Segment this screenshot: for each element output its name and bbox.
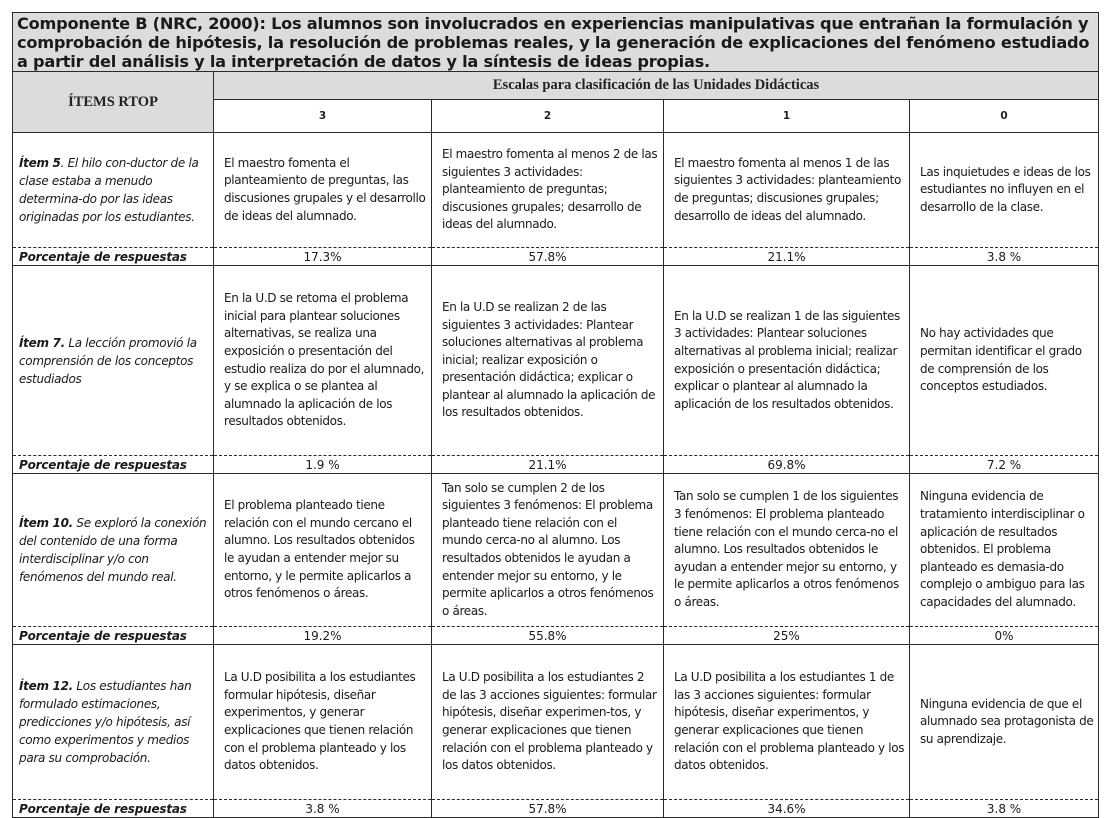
item-row-5	[13, 133, 1099, 248]
percentage-scale-3: 17.3%	[214, 248, 432, 266]
percentage-scale-0: 7.2 %	[910, 456, 1099, 474]
descriptor-scale-3: El problema planteado tiene relación con el mundo cercano el alumno. Los resultados obtenidos le ayudan a entender mejor su entorno, y le permite aplicarlos a otros fenómenos o áreas.	[214, 474, 432, 627]
item-text: Los estudiantes han formulado estimaciones, predicciones y/o hipótesis, así como experimentos y medios para su comprobación.	[19, 679, 192, 765]
descriptor-scale-2: En la U.D se realizan 2 de las siguientes 3 actividades: Plantear soluciones alternativas al problema inicial; realizar exposición o presentación didáctica; explicar o plantear al alumnado la aplicación de los resultados obtenidos.	[432, 266, 664, 456]
item-text: La lección promovió la comprensión de los conceptos estudiados	[19, 335, 197, 386]
percentage-label: Porcentaje de respuestas	[13, 456, 214, 474]
item-row-12	[13, 645, 1099, 800]
item-title: Ítem 7.	[19, 335, 65, 350]
percentage-label: Porcentaje de respuestas	[13, 248, 214, 266]
percentage-scale-2: 57.8%	[432, 248, 664, 266]
item-description	[13, 474, 214, 627]
percentage-row-10	[13, 627, 1099, 645]
percentage-scale-3: 19.2%	[214, 627, 432, 645]
percentage-label: Porcentaje de respuestas	[13, 800, 214, 818]
item-text: Se exploró la conexión del contenido de una forma interdisciplinar y/o con fenómenos del mundo real.	[19, 516, 207, 584]
descriptor-scale-1: El maestro fomenta al menos 1 de las siguientes 3 actividades: planteamiento de preguntas; discusiones grupales; desarrollo de ideas del alumnado.	[664, 133, 910, 248]
percentage-label: Porcentaje de respuestas	[13, 627, 214, 645]
scale-header-0: 0	[910, 100, 1099, 133]
item-row-7	[13, 266, 1099, 456]
descriptor-scale-3: El maestro fomenta el planteamiento de preguntas, las discusiones grupales y el desarrollo de ideas del alumnado.	[214, 133, 432, 248]
descriptor-scale-2: La U.D posibilita a los estudiantes 2 de las 3 acciones siguientes: formular hipótesis, diseñar experimen-tos, y generar explicaciones que tienen relación con el problema planteado y los datos obtenidos.	[432, 645, 664, 800]
descriptor-scale-2: Tan solo se cumplen 2 de los siguientes 3 fenómenos: El problema planteado tiene relación con el mundo cerca-no al alumno. Los resultados obtenidos le ayudan a entender mejor su entorno, y le permite aplicarlos a otros fenómenos o áreas.	[432, 474, 664, 627]
descriptor-scale-0: No hay actividades que permitan identificar el grado de comprensión de los conceptos estudiados.	[910, 266, 1099, 456]
percentage-scale-1: 69.8%	[664, 456, 910, 474]
descriptor-scale-2: El maestro fomenta al menos 2 de las siguientes 3 actividades: planteamiento de preguntas; discusiones grupales; desarrollo de ideas del alumnado.	[432, 133, 664, 248]
scale-header-3: 3	[214, 100, 432, 133]
descriptor-scale-1: En la U.D se realizan 1 de las siguientes 3 actividades: Plantear soluciones alternativas al problema inicial; realizar exposición o presentación didáctica; explicar o plantear al alumnado la aplicación de los resultados obtenidos.	[664, 266, 910, 456]
percentage-scale-0: 0%	[910, 627, 1099, 645]
descriptor-scale-3: En la U.D se retoma el problema inicial para plantear soluciones alternativas, se realiza una exposición o presentación del estudio realiza do por el alumnado, y se explica o se plantea al alumnado la aplicación de los resultados obtenidos.	[214, 266, 432, 456]
item-title: Ítem 12.	[19, 679, 73, 693]
descriptor-scale-0: Ninguna evidencia de tratamiento interdisciplinar o aplicación de resultados obtenidos. El problema planteado es demasia-do complejo o ambiguo para las capacidades del alumnado.	[910, 474, 1099, 627]
percentage-row-5	[13, 248, 1099, 266]
component-title: Componente B (NRC, 2000): Los alumnos son involucrados en experiencias manipulativas que entrañan la formulación y comprobación de hipótesis, la resolución de problemas reales, y la generación de explicaciones del fenómeno estudiado a partir del análisis y la interpretación de datos y la síntesis de ideas propias.	[13, 13, 1099, 72]
item-description	[13, 645, 214, 800]
percentage-scale-2: 57.8%	[432, 800, 664, 818]
item-title: Ítem 5	[19, 156, 61, 170]
descriptor-scale-3: La U.D posibilita a los estudiantes formular hipótesis, diseñar experimentos, y generar explicaciones que tienen relación con el problema planteado y los datos obtenidos.	[214, 645, 432, 800]
item-row-10	[13, 474, 1099, 627]
item-title: Ítem 10.	[19, 516, 73, 530]
percentage-scale-0: 3.8 %	[910, 248, 1099, 266]
percentage-scale-2: 21.1%	[432, 456, 664, 474]
scale-header-1: 1	[664, 100, 910, 133]
percentage-scale-3: 1.9 %	[214, 456, 432, 474]
descriptor-scale-1: La U.D posibilita a los estudiantes 1 de las 3 acciones siguientes: formular hipótesis, diseñar experimentos, y generar explicaciones que tienen relación con el problema planteado y los datos obtenidos.	[664, 645, 910, 800]
percentage-scale-3: 3.8 %	[214, 800, 432, 818]
percentage-scale-0: 3.8 %	[910, 800, 1099, 818]
items-rtop-header: ÍTEMS RTOP	[13, 72, 214, 133]
scale-header-2: 2	[432, 100, 664, 133]
descriptor-scale-0: Las inquietudes e ideas de los estudiantes no influyen en el desarrollo de la clase.	[910, 133, 1099, 248]
scales-header: Escalas para clasificación de las Unidades Didácticas	[214, 72, 1099, 100]
descriptor-scale-1: Tan solo se cumplen 1 de los siguientes 3 fenómenos: El problema planteado tiene relación con el mundo cerca-no el alumno. Los resultados obtenidos le ayudan a entender mejor su entorno, y le permite aplicarlos a otros fenómenos o áreas.	[664, 474, 910, 627]
percentage-scale-2: 55.8%	[432, 627, 664, 645]
rubric-document	[12, 12, 1098, 818]
item-text: . El hilo con-ductor de la clase estaba a menudo determina-do por las ideas originadas por los estudiantes.	[19, 156, 199, 224]
percentage-scale-1: 21.1%	[664, 248, 910, 266]
item-description	[13, 133, 214, 248]
percentage-row-7	[13, 456, 1099, 474]
rubric-table	[12, 12, 1099, 818]
descriptor-scale-0: Ninguna evidencia de que el alumnado sea protagonista de su aprendizaje.	[910, 645, 1099, 800]
percentage-scale-1: 25%	[664, 627, 910, 645]
percentage-scale-1: 34.6%	[664, 800, 910, 818]
item-description	[13, 266, 214, 456]
